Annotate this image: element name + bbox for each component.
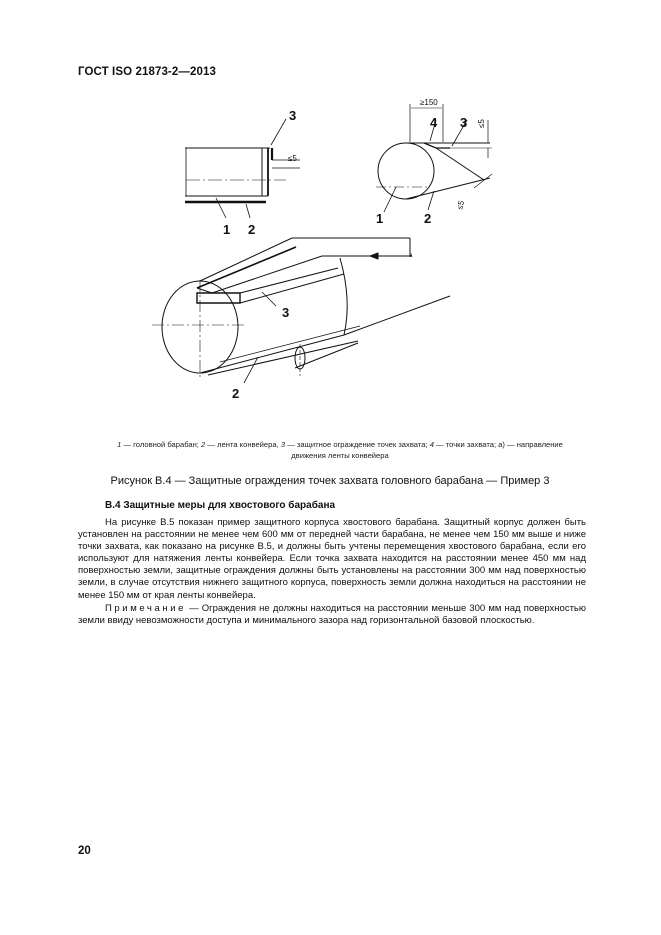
figure-title: Рисунок В.4 — Защитные ограждения точек захвата головного барабана — Пример 3 [110, 475, 550, 487]
label-left-le5: ≤5 [288, 154, 297, 163]
document-header: ГОСТ ISO 21873-2—2013 [78, 66, 216, 78]
left-detail [185, 119, 300, 218]
label-bottom-2: 2 [232, 386, 240, 401]
perspective-drawing [152, 238, 450, 383]
label-right-3: 3 [460, 115, 468, 130]
label-right-2: 2 [424, 211, 432, 226]
label-right-le5-b: ≤5 [455, 199, 467, 211]
label-bottom-a: a [409, 253, 413, 259]
paragraph-main: На рисунке В.5 показан пример защитного корпуса хвостового барабана. Защитный корпус должен быть установлен на расстоянии не менее чем 600 мм от передней части барабана, не менее чем 150 мм выше и ниже точки захвата, как показано на рисунке В.5, и должны быть учтены перемещения хвостового барабана, если его используют для натяжения ленты конвейера. Если точка захвата находится на расстоянии менее 450 мм над поверхностью земли, защитные ограждения должны быть установлены на расстоянии 300 мм над поверхностью земли, в случае отсутствия нижнего защитного корпуса, поверхность земли должна находиться на расстоянии не менее 150 мм от края ленты конвейера. [78, 517, 586, 601]
figure-key-line-1: 1 — головной барабан; 2 — лента конвейера, 3 — защитное ограждение точек захвата; 4 — точки захвата; а) — направление [117, 440, 563, 449]
figure-drawing [0, 0, 661, 430]
label-bottom-3: 3 [282, 305, 290, 320]
label-right-ge150: ≥150 [420, 98, 438, 107]
section-heading: В.4 Защитные меры для хвостового барабана [105, 500, 336, 511]
paragraph-note [78, 603, 586, 627]
label-right-1: 1 [376, 211, 384, 226]
label-right-4: 4 [430, 115, 438, 130]
figure-key-line-2: движения ленты конвейера [291, 451, 389, 460]
label-left-3: 3 [289, 108, 297, 123]
label-left-1: 1 [223, 222, 231, 237]
page-number: 20 [78, 845, 91, 857]
label-right-le5-a: ≤5 [477, 119, 486, 128]
label-left-2: 2 [248, 222, 256, 237]
figure-key [78, 439, 602, 461]
note-label: Примечание [105, 603, 186, 614]
note-text: — Ограждения не должны находиться на расстоянии меньше 300 мм над поверхностью земли ввиду невозможности доступа и минимального зазора над горизонтальной базовой плоскостью. [78, 603, 586, 627]
